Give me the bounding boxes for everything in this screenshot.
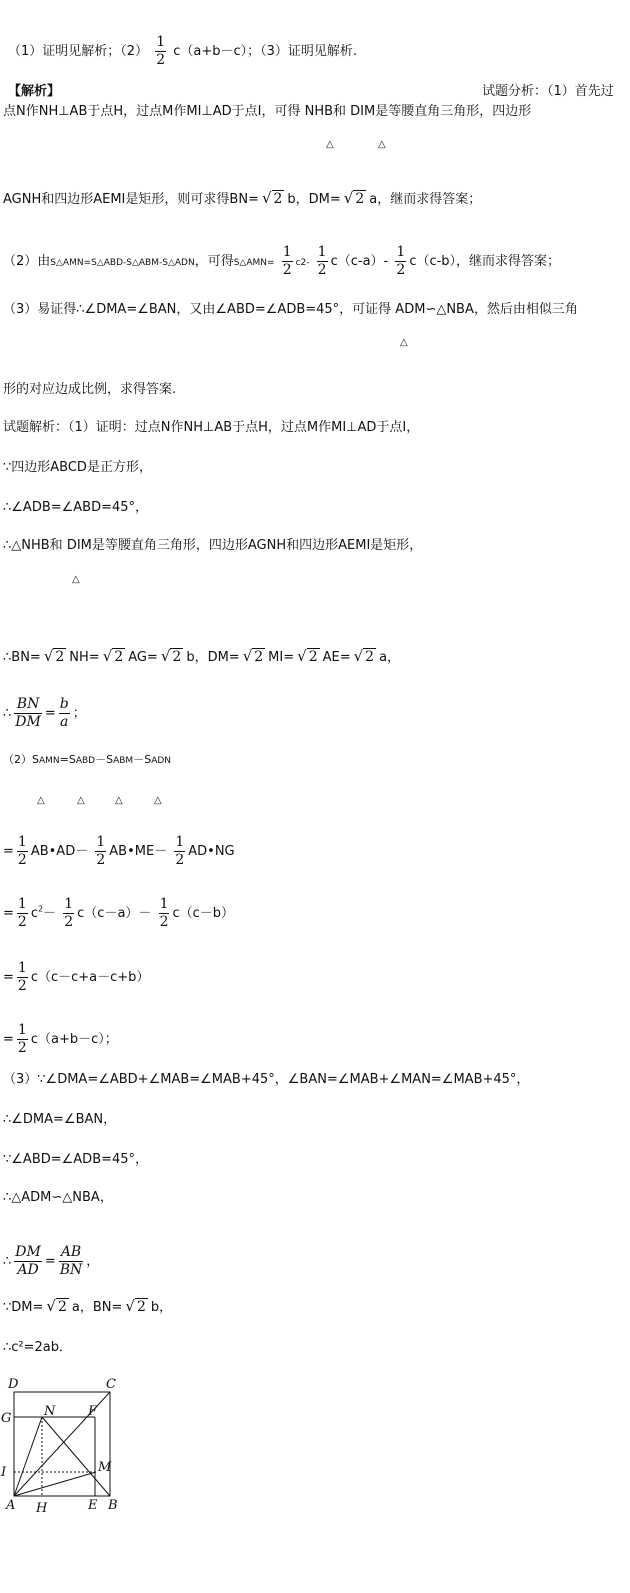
- triangle-mark: △: [378, 139, 386, 150]
- solution-line-3: ∴∠ADB=∠ABD=45°，: [3, 500, 149, 515]
- label-g: G: [1, 1411, 12, 1426]
- triangle-mark: △: [77, 795, 85, 806]
- fraction-half: $\frac{1}{2}$: [317, 244, 327, 278]
- triangle-mark: △: [72, 574, 80, 585]
- label-f: F: [88, 1404, 98, 1419]
- analysis-line-3: （2）由S△AMN=S△ABD-S△ABM-S△ADN，可得S△AMN= $\frac{1}{2}$ c2- $\frac{1}{2}$ c（c-a）- $\frac{1}{2}$ c（c-b），继而求得答案；: [3, 244, 561, 278]
- fraction-bn-dm: $\frac{BN}{DM}$: [15, 696, 41, 730]
- solution-line-5: ∴BN= √ 2 NH= √ 2 AG= √ 2 b，DM= √ 2 MI= √ 2 AE= √ 2 a，: [3, 647, 401, 665]
- triangle-mark: △: [154, 795, 162, 806]
- analysis-line-1: 点N作NH⊥AB于点H，过点M作MI⊥AD于点I，可得 NHB和 DIM是等腰直角三角形，四边形: [3, 104, 532, 119]
- sqrt-2: √ 2: [343, 189, 365, 207]
- solution-line-12: （3）∵∠DMA=∠ABD+∠MAB=∠MAB+45°，∠BAN=∠MAB+∠MAN=∠MAB+45°，: [3, 1072, 530, 1087]
- solution-line-1: 试题解析：（1）证明：过点N作NH⊥AB于点H，过点M作MI⊥AD于点I，: [3, 420, 420, 435]
- label-n: N: [44, 1404, 56, 1419]
- answer-text-2: c（a+b－c）；（3）证明见解析.: [173, 44, 358, 59]
- label-d: D: [8, 1377, 19, 1392]
- label-b: B: [108, 1498, 118, 1513]
- analysis-line-4: （3）易证得∴∠DMA=∠BAN，又由∠ABD=∠ADB=45°，可证得 ADM∽△NBA，然后由相似三角: [3, 302, 578, 317]
- solution-line-4: ∴△NHB和 DIM是等腰直角三角形，四边形AGNH和四边形AEMI是矩形，: [3, 538, 423, 553]
- solution-line-13: ∴∠DMA=∠BAN，: [3, 1112, 117, 1127]
- answer-line: [8, 34, 357, 69]
- solution-line-2: ∵四边形ABCD是正方形，: [3, 460, 152, 475]
- label-i: I: [1, 1465, 7, 1480]
- triangle-mark: △: [326, 139, 334, 150]
- solution-line-6: ∴ $\frac{BN}{DM}$ = $\frac{b}{a}$ ；: [3, 696, 86, 730]
- label-a: A: [6, 1498, 16, 1513]
- label-h: H: [36, 1501, 48, 1516]
- solution-line-14: ∵∠ABD=∠ADB=45°，: [3, 1152, 149, 1167]
- solution-line-17: ∵DM= √ 2 a，BN= √ 2 b，: [3, 1297, 173, 1315]
- solution-line-9: = $\frac{1}{2}$ $c^2-$ $\frac{1}{2}$ c（c－a）－ $\frac{1}{2}$ c（c－b）: [3, 896, 235, 930]
- label-e: E: [88, 1498, 98, 1513]
- fraction-half: $\frac{1}{2}$: [396, 244, 406, 278]
- square-geometry-figure: [0, 1375, 140, 1525]
- solution-line-11: = $\frac{1}{2}$ c（a+b－c）；: [3, 1022, 118, 1056]
- sqrt-2: √ 2: [261, 189, 283, 207]
- solution-line-15: ∴△ADM∽△NBA，: [3, 1190, 113, 1205]
- triangle-mark: △: [400, 337, 408, 348]
- solution-line-10: = $\frac{1}{2}$ c（c－c+a－c+b）: [3, 960, 150, 994]
- analysis-line-2: AGNH和四边形AEMI是矩形，则可求得BN= √ 2 b，DM= √ 2 a，继而求得答案；: [3, 189, 482, 207]
- fraction-half: $\frac{1}{2}$: [282, 244, 292, 278]
- analysis-intro: 试题分析：（1）首先过: [482, 84, 614, 99]
- fraction-b-a: $\frac{b}{a}$: [59, 696, 69, 730]
- fraction-half: $\frac{1}{2}$: [156, 34, 166, 68]
- label-m: M: [98, 1460, 112, 1475]
- solution-line-8: = $\frac{1}{2}$ AB•AD－ $\frac{1}{2}$ AB•ME－ $\frac{1}{2}$ AD•NG: [3, 834, 235, 868]
- analysis-line-5: 形的对应边成比例，求得答案.: [3, 382, 177, 397]
- solution-line-18: ∴c²=2ab．: [3, 1340, 73, 1355]
- solution-line-7: （2）SAMN=SABD－SABM－SADN: [3, 753, 172, 766]
- triangle-mark: △: [115, 795, 123, 806]
- label-c: C: [106, 1377, 116, 1392]
- triangle-mark: △: [37, 795, 45, 806]
- solution-line-16: ∴ $\frac{DM}{AD}$ = $\frac{AB}{BN}$ ，: [3, 1244, 100, 1278]
- answer-text-1: （1）证明见解析；（2）: [8, 44, 149, 59]
- analysis-heading: 【解析】: [8, 84, 61, 99]
